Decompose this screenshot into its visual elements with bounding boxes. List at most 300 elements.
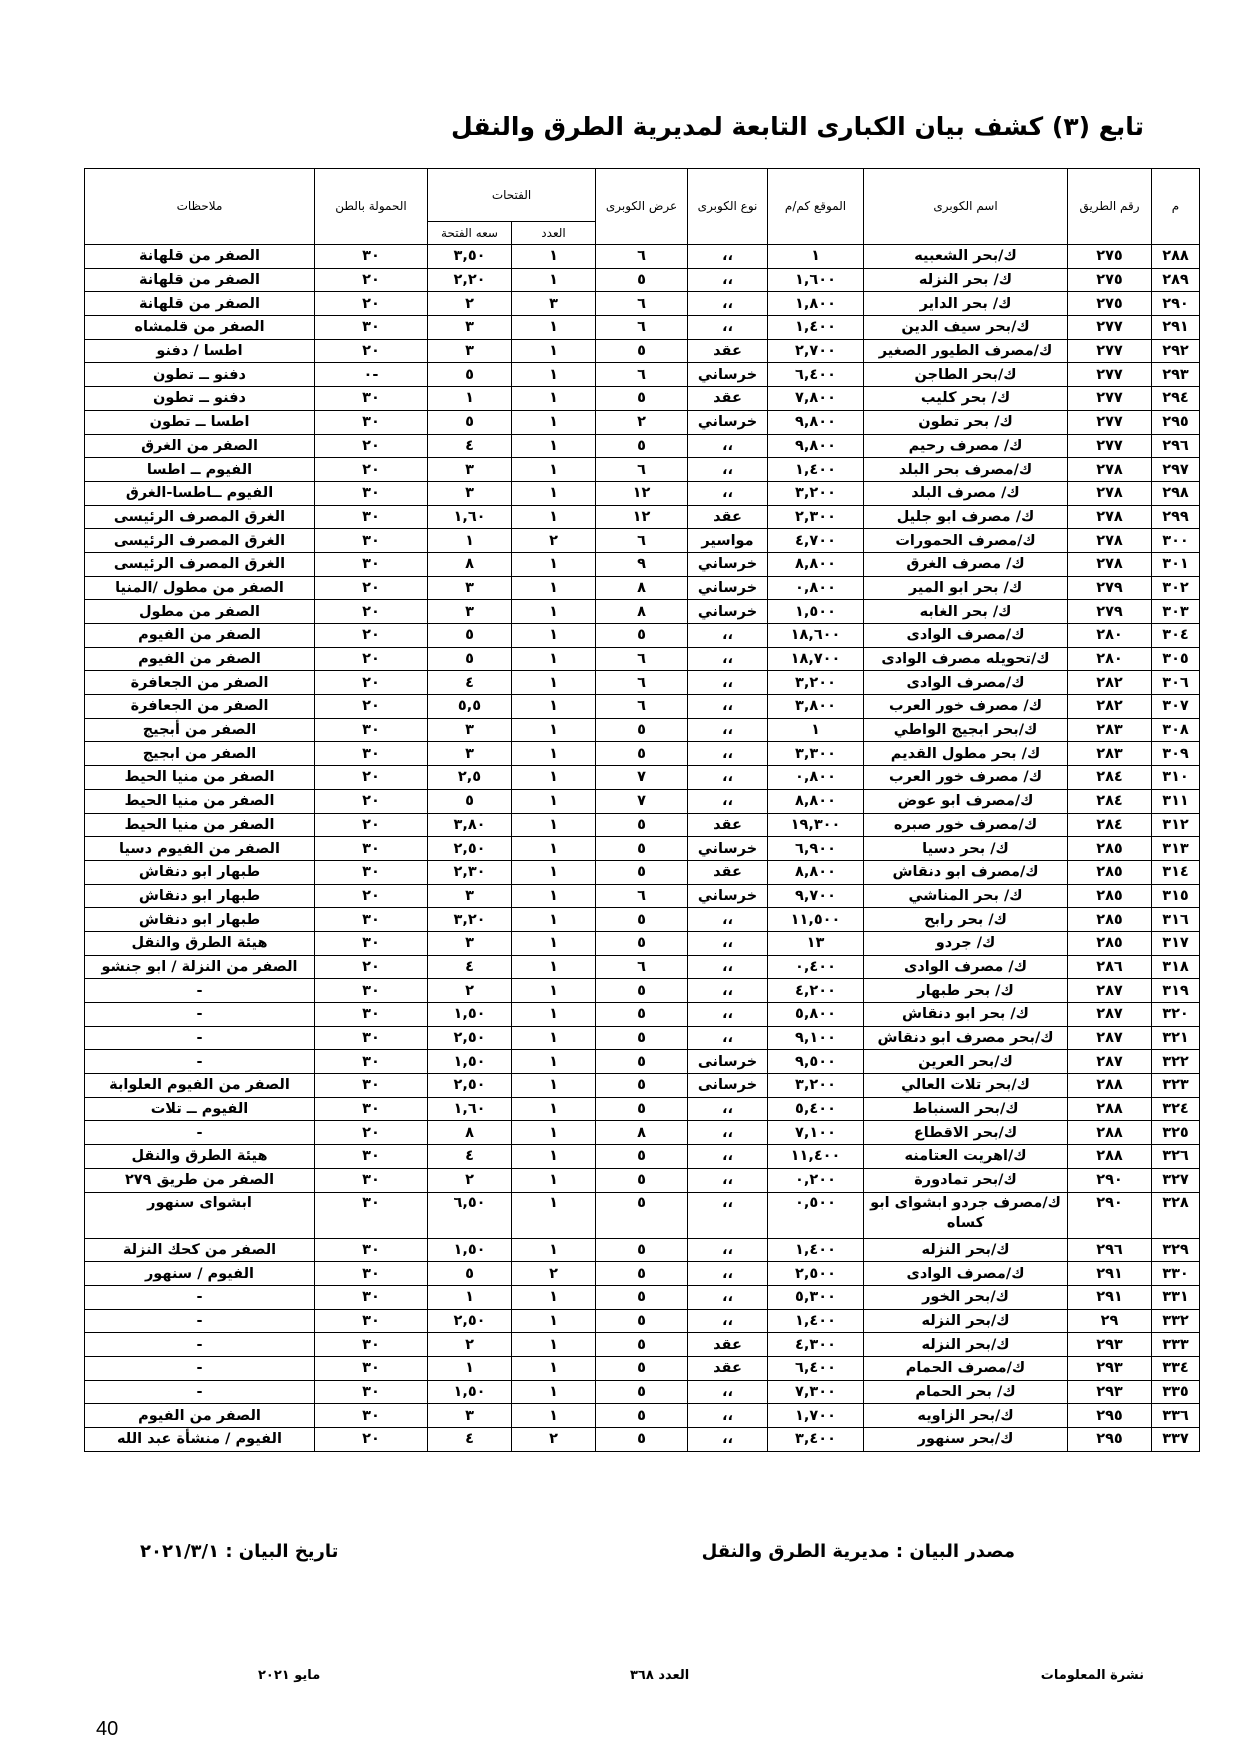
- cell-opening-capacity: ٣: [428, 600, 512, 624]
- cell-location: ١,٤٠٠: [768, 1309, 864, 1333]
- cell-no: ٢٩١: [1152, 316, 1200, 340]
- header-bridge-name: اسم الكوبرى: [864, 169, 1068, 245]
- cell-bridge-width: ٦: [596, 316, 688, 340]
- cell-no: ٣٢٠: [1152, 1003, 1200, 1027]
- table-row: [85, 529, 1200, 553]
- cell-location: ١١,٥٠٠: [768, 908, 864, 932]
- bridges-table: [84, 168, 1200, 1452]
- cell-opening-capacity: ٤: [428, 1428, 512, 1452]
- table-row: [85, 695, 1200, 719]
- cell-load: ٢٠: [315, 813, 428, 837]
- cell-notes: الصفر من طريق ٢٧٩: [85, 1168, 315, 1192]
- cell-notes: الصفر من قلهانة: [85, 268, 315, 292]
- cell-openings-count: ١: [512, 860, 596, 884]
- cell-road-number: ٢٨٥: [1068, 837, 1152, 861]
- cell-opening-capacity: ١,٦٠: [428, 1097, 512, 1121]
- cell-no: ٣١٤: [1152, 860, 1200, 884]
- cell-notes: الصفر من الغرق: [85, 434, 315, 458]
- cell-notes: الفيوم / سنهور: [85, 1262, 315, 1286]
- cell-openings-count: ١: [512, 1168, 596, 1192]
- cell-location: ٧,٨٠٠: [768, 387, 864, 411]
- table-row: [85, 789, 1200, 813]
- cell-bridge-width: ٥: [596, 979, 688, 1003]
- cell-no: ٢٩٣: [1152, 363, 1200, 387]
- cell-bridge-type: ،،: [688, 1309, 768, 1333]
- cell-road-number: ٢٧٥: [1068, 268, 1152, 292]
- cell-road-number: ٢٨٥: [1068, 884, 1152, 908]
- table-row: [85, 481, 1200, 505]
- cell-notes: -: [85, 979, 315, 1003]
- cell-load: ٢٠: [315, 695, 428, 719]
- cell-openings-count: ١: [512, 363, 596, 387]
- cell-no: ٣٣٤: [1152, 1356, 1200, 1380]
- cell-location: ٥,٣٠٠: [768, 1285, 864, 1309]
- cell-bridge-width: ٦: [596, 884, 688, 908]
- cell-bridge-width: ١٢: [596, 505, 688, 529]
- cell-bridge-name: ك/بحر الشعبيه: [864, 245, 1068, 269]
- cell-location: ١٣: [768, 931, 864, 955]
- cell-bridge-type: ،،: [688, 434, 768, 458]
- cell-openings-count: ٣: [512, 292, 596, 316]
- cell-opening-capacity: ٣,٨٠: [428, 813, 512, 837]
- cell-notes: -: [85, 1309, 315, 1333]
- cell-bridge-name: ك/ مصرف الغرق: [864, 552, 1068, 576]
- cell-bridge-width: ٥: [596, 742, 688, 766]
- cell-bridge-width: ٦: [596, 529, 688, 553]
- cell-road-number: ٢٨٥: [1068, 860, 1152, 884]
- cell-bridge-width: ٥: [596, 1333, 688, 1357]
- cell-bridge-type: ،،: [688, 647, 768, 671]
- cell-notes: دفنو ــ تطون: [85, 363, 315, 387]
- cell-road-number: ٢٨٤: [1068, 813, 1152, 837]
- cell-notes: -: [85, 1380, 315, 1404]
- cell-load: ٢٠: [315, 292, 428, 316]
- cell-road-number: ٢٩٣: [1068, 1356, 1152, 1380]
- cell-opening-capacity: ٢,٥٠: [428, 1026, 512, 1050]
- cell-openings-count: ١: [512, 1050, 596, 1074]
- cell-no: ٣١٠: [1152, 766, 1200, 790]
- cell-notes: الفيوم ــ اطسا: [85, 458, 315, 482]
- cell-opening-capacity: ١: [428, 529, 512, 553]
- cell-load: ٣٠: [315, 1192, 428, 1238]
- cell-no: ٣٠٤: [1152, 624, 1200, 648]
- cell-bridge-type: ،،: [688, 245, 768, 269]
- cell-bridge-type: ،،: [688, 458, 768, 482]
- cell-location: ٠,٨٠٠: [768, 576, 864, 600]
- cell-bridge-type: خرسانى: [688, 1074, 768, 1098]
- table-row: [85, 979, 1200, 1003]
- data-date: تاريخ البيان : ٢٠٢١/٣/١: [140, 1541, 339, 1562]
- cell-location: ٠,٥٠٠: [768, 1192, 864, 1238]
- header-no: م: [1152, 169, 1200, 245]
- cell-load: -٠: [315, 363, 428, 387]
- cell-location: ٠,٢٠٠: [768, 1168, 864, 1192]
- header-notes: ملاحظات: [85, 169, 315, 245]
- cell-load: ٣٠: [315, 931, 428, 955]
- header-road-number: رقم الطريق: [1068, 169, 1152, 245]
- cell-openings-count: ١: [512, 671, 596, 695]
- header-openings: الفتحات: [428, 169, 596, 222]
- cell-notes: -: [85, 1121, 315, 1145]
- cell-location: ١,٨٠٠: [768, 292, 864, 316]
- cell-openings-count: ١: [512, 1356, 596, 1380]
- cell-load: ٢٠: [315, 268, 428, 292]
- cell-bridge-type: خرساني: [688, 576, 768, 600]
- cell-load: ٣٠: [315, 860, 428, 884]
- cell-load: ٣٠: [315, 908, 428, 932]
- cell-openings-count: ١: [512, 1333, 596, 1357]
- cell-road-number: ٢٩٦: [1068, 1238, 1152, 1262]
- header-openings-count: العدد: [512, 222, 596, 245]
- cell-openings-count: ١: [512, 1238, 596, 1262]
- cell-location: ٤,٧٠٠: [768, 529, 864, 553]
- cell-road-number: ٢٧٨: [1068, 481, 1152, 505]
- cell-bridge-type: عقد: [688, 860, 768, 884]
- cell-bridge-name: ك/مصرف الوادى: [864, 624, 1068, 648]
- cell-openings-count: ١: [512, 1404, 596, 1428]
- cell-openings-count: ١: [512, 434, 596, 458]
- cell-load: ٣٠: [315, 718, 428, 742]
- cell-load: ٣٠: [315, 1003, 428, 1027]
- cell-bridge-width: ٥: [596, 1074, 688, 1098]
- cell-bridge-width: ٥: [596, 268, 688, 292]
- cell-no: ٣٢٩: [1152, 1238, 1200, 1262]
- cell-bridge-type: ،،: [688, 742, 768, 766]
- cell-openings-count: ١: [512, 979, 596, 1003]
- cell-opening-capacity: ٥: [428, 410, 512, 434]
- cell-notes: الفيوم ــ تلات: [85, 1097, 315, 1121]
- cell-bridge-name: ك/بحر السنباط: [864, 1097, 1068, 1121]
- cell-no: ٣١٦: [1152, 908, 1200, 932]
- cell-bridge-name: ك/بحر الاقطاع: [864, 1121, 1068, 1145]
- cell-notes: الصفر من مطول /المنيا: [85, 576, 315, 600]
- cell-notes: هيئة الطرق والنقل: [85, 931, 315, 955]
- cell-bridge-type: ،،: [688, 1238, 768, 1262]
- cell-load: ٣٠: [315, 1262, 428, 1286]
- cell-notes: الصفر من الجعافرة: [85, 671, 315, 695]
- cell-location: ٣,٣٠٠: [768, 742, 864, 766]
- cell-bridge-name: ك/ بحر طبهار: [864, 979, 1068, 1003]
- table-row: [85, 837, 1200, 861]
- cell-opening-capacity: ٢,٥٠: [428, 1074, 512, 1098]
- cell-bridge-width: ٥: [596, 434, 688, 458]
- cell-load: ٣٠: [315, 1074, 428, 1098]
- cell-bridge-type: ،،: [688, 1285, 768, 1309]
- table-row: [85, 1262, 1200, 1286]
- cell-notes: الفيوم / منشأة عبد الله: [85, 1428, 315, 1452]
- cell-location: ٣,٤٠٠: [768, 1428, 864, 1452]
- cell-no: ٢٩٤: [1152, 387, 1200, 411]
- cell-bridge-type: ،،: [688, 1380, 768, 1404]
- cell-no: ٣٣٣: [1152, 1333, 1200, 1357]
- table-row: [85, 1309, 1200, 1333]
- cell-location: ١,٥٠٠: [768, 600, 864, 624]
- cell-bridge-name: ك/مصرف الحمام: [864, 1356, 1068, 1380]
- cell-bridge-name: ك/ بحر المناشي: [864, 884, 1068, 908]
- cell-bridge-width: ٦: [596, 695, 688, 719]
- cell-notes: -: [85, 1356, 315, 1380]
- cell-location: ١,٤٠٠: [768, 458, 864, 482]
- cell-opening-capacity: ٣,٥٠: [428, 245, 512, 269]
- cell-openings-count: ١: [512, 268, 596, 292]
- cell-bridge-width: ٥: [596, 837, 688, 861]
- cell-load: ٣٠: [315, 1404, 428, 1428]
- cell-opening-capacity: ٥: [428, 647, 512, 671]
- cell-bridge-type: ،،: [688, 718, 768, 742]
- cell-notes: الصفر من قلهانة: [85, 292, 315, 316]
- header-location: الموقع كم/م: [768, 169, 864, 245]
- cell-notes: الصفر من النزلة / ابو جنشو: [85, 955, 315, 979]
- table-row: [85, 363, 1200, 387]
- cell-load: ٢٠: [315, 647, 428, 671]
- cell-opening-capacity: ٥: [428, 624, 512, 648]
- cell-bridge-type: ،،: [688, 1097, 768, 1121]
- cell-road-number: ٢٧٩: [1068, 600, 1152, 624]
- cell-load: ٣٠: [315, 1168, 428, 1192]
- cell-opening-capacity: ٣: [428, 316, 512, 340]
- cell-road-number: ٢٧٨: [1068, 505, 1152, 529]
- cell-openings-count: ١: [512, 884, 596, 908]
- cell-bridge-name: ك/ بحر الداير: [864, 292, 1068, 316]
- cell-notes: -: [85, 1050, 315, 1074]
- cell-location: ٨,٨٠٠: [768, 789, 864, 813]
- cell-notes: ابشواى سنهور: [85, 1192, 315, 1238]
- table-row: [85, 1333, 1200, 1357]
- cell-load: ٣٠: [315, 1145, 428, 1169]
- cell-bridge-width: ٥: [596, 1097, 688, 1121]
- cell-bridge-width: ٧: [596, 766, 688, 790]
- cell-bridge-name: ك/مصرف خور صبره: [864, 813, 1068, 837]
- cell-openings-count: ١: [512, 813, 596, 837]
- cell-no: ٢٩٩: [1152, 505, 1200, 529]
- cell-bridge-name: ك/ بحر ابو دنقاش: [864, 1003, 1068, 1027]
- cell-no: ٢٩٥: [1152, 410, 1200, 434]
- cell-bridge-width: ٥: [596, 718, 688, 742]
- cell-road-number: ٢٨٧: [1068, 1050, 1152, 1074]
- cell-no: ٣٢٤: [1152, 1097, 1200, 1121]
- cell-bridge-name: ك/ بحر الحمام: [864, 1380, 1068, 1404]
- cell-notes: -: [85, 1026, 315, 1050]
- cell-notes: طبهار ابو دنقاش: [85, 860, 315, 884]
- cell-road-number: ٢٩١: [1068, 1285, 1152, 1309]
- table-row: [85, 268, 1200, 292]
- cell-no: ٣٣٥: [1152, 1380, 1200, 1404]
- cell-bridge-width: ٨: [596, 576, 688, 600]
- cell-bridge-name: ك/بحر النزله: [864, 1238, 1068, 1262]
- cell-openings-count: ١: [512, 1003, 596, 1027]
- cell-bridge-name: ك/بحر الزاويه: [864, 1404, 1068, 1428]
- cell-openings-count: ١: [512, 624, 596, 648]
- cell-bridge-type: عقد: [688, 387, 768, 411]
- cell-no: ٣٢٣: [1152, 1074, 1200, 1098]
- cell-road-number: ٢٧٧: [1068, 363, 1152, 387]
- cell-openings-count: ٢: [512, 1262, 596, 1286]
- cell-opening-capacity: ١,٥٠: [428, 1050, 512, 1074]
- cell-bridge-name: ك/مصرف ابو عوض: [864, 789, 1068, 813]
- cell-road-number: ٢٨٣: [1068, 742, 1152, 766]
- cell-load: ٣٠: [315, 410, 428, 434]
- table-row: [85, 766, 1200, 790]
- cell-bridge-width: ٥: [596, 1428, 688, 1452]
- cell-no: ٣٠١: [1152, 552, 1200, 576]
- cell-bridge-width: ٦: [596, 363, 688, 387]
- cell-opening-capacity: ٢,٣٠: [428, 860, 512, 884]
- table-row: [85, 1192, 1200, 1238]
- cell-road-number: ٢٧٧: [1068, 339, 1152, 363]
- cell-location: ٢,٥٠٠: [768, 1262, 864, 1286]
- header-load: الحمولة بالطن: [315, 169, 428, 245]
- cell-load: ٢٠: [315, 884, 428, 908]
- cell-openings-count: ١: [512, 837, 596, 861]
- cell-opening-capacity: ٤: [428, 1145, 512, 1169]
- issue-month: مايو ٢٠٢١: [258, 1668, 321, 1683]
- cell-bridge-name: ك/بحر ابجيج الواطي: [864, 718, 1068, 742]
- cell-load: ٣٠: [315, 316, 428, 340]
- cell-bridge-type: ،،: [688, 268, 768, 292]
- cell-road-number: ٢٨٢: [1068, 695, 1152, 719]
- cell-opening-capacity: ١,٦٠: [428, 505, 512, 529]
- cell-load: ٣٠: [315, 481, 428, 505]
- cell-location: ٥,٨٠٠: [768, 1003, 864, 1027]
- cell-bridge-type: ،،: [688, 1168, 768, 1192]
- cell-bridge-type: ،،: [688, 955, 768, 979]
- table-row: [85, 1404, 1200, 1428]
- cell-bridge-width: ٥: [596, 908, 688, 932]
- table-row: [85, 576, 1200, 600]
- cell-bridge-type: ،،: [688, 316, 768, 340]
- cell-openings-count: ١: [512, 316, 596, 340]
- cell-openings-count: ١: [512, 766, 596, 790]
- cell-load: ٣٠: [315, 1285, 428, 1309]
- cell-bridge-name: ك/مصرف جردو ابشواى ابو كساه: [864, 1192, 1068, 1238]
- table-row: [85, 908, 1200, 932]
- cell-bridge-name: ك/بحر تلات العالي: [864, 1074, 1068, 1098]
- table-row: [85, 884, 1200, 908]
- cell-openings-count: ١: [512, 908, 596, 932]
- cell-road-number: ٢٨٥: [1068, 908, 1152, 932]
- cell-bridge-type: ،،: [688, 766, 768, 790]
- cell-notes: الصفر من منيا الحيط: [85, 789, 315, 813]
- cell-bridge-type: عقد: [688, 1356, 768, 1380]
- cell-load: ٢٠: [315, 1428, 428, 1452]
- cell-opening-capacity: ١,٥٠: [428, 1003, 512, 1027]
- cell-location: ٦,٤٠٠: [768, 1356, 864, 1380]
- cell-bridge-type: عقد: [688, 813, 768, 837]
- cell-openings-count: ١: [512, 458, 596, 482]
- cell-bridge-width: ٥: [596, 1238, 688, 1262]
- cell-road-number: ٢٩: [1068, 1309, 1152, 1333]
- cell-location: ٦,٤٠٠: [768, 363, 864, 387]
- cell-bridge-width: ٥: [596, 1356, 688, 1380]
- cell-road-number: ٢٩٣: [1068, 1380, 1152, 1404]
- cell-bridge-width: ٥: [596, 1145, 688, 1169]
- cell-road-number: ٢٩٣: [1068, 1333, 1152, 1357]
- cell-opening-capacity: ٤: [428, 671, 512, 695]
- cell-road-number: ٢٨٨: [1068, 1097, 1152, 1121]
- table-row: [85, 339, 1200, 363]
- cell-road-number: ٢٨٢: [1068, 671, 1152, 695]
- cell-bridge-name: ك/ بحر مطول القديم: [864, 742, 1068, 766]
- cell-openings-count: ١: [512, 1285, 596, 1309]
- cell-bridge-name: ك/ بحر رابح: [864, 908, 1068, 932]
- cell-bridge-width: ٥: [596, 860, 688, 884]
- table-row: [85, 458, 1200, 482]
- cell-opening-capacity: ١,٥٠: [428, 1380, 512, 1404]
- cell-location: ٣,٢٠٠: [768, 1074, 864, 1098]
- cell-opening-capacity: ٣: [428, 576, 512, 600]
- cell-bridge-width: ٥: [596, 339, 688, 363]
- cell-location: ١١,٤٠٠: [768, 1145, 864, 1169]
- cell-openings-count: ١: [512, 931, 596, 955]
- cell-road-number: ٢٧٧: [1068, 316, 1152, 340]
- cell-road-number: ٢٨٧: [1068, 979, 1152, 1003]
- cell-openings-count: ١: [512, 647, 596, 671]
- cell-road-number: ٢٨٣: [1068, 718, 1152, 742]
- cell-no: ٣٠٩: [1152, 742, 1200, 766]
- cell-bridge-name: ك/مصرف بحر البلد: [864, 458, 1068, 482]
- cell-load: ٢٠: [315, 339, 428, 363]
- cell-notes: الصفر من منيا الحيط: [85, 766, 315, 790]
- cell-bridge-width: ٦: [596, 292, 688, 316]
- cell-no: ٢٩٢: [1152, 339, 1200, 363]
- cell-location: ١,٧٠٠: [768, 1404, 864, 1428]
- cell-openings-count: ١: [512, 600, 596, 624]
- cell-opening-capacity: ٥,٥: [428, 695, 512, 719]
- cell-opening-capacity: ٣: [428, 1404, 512, 1428]
- header-bridge-type: نوع الكوبرى: [688, 169, 768, 245]
- cell-location: ٤,٣٠٠: [768, 1333, 864, 1357]
- cell-opening-capacity: ٢,٥٠: [428, 837, 512, 861]
- cell-notes: طبهار ابو دنقاش: [85, 908, 315, 932]
- cell-notes: الغرق المصرف الرئيسى: [85, 552, 315, 576]
- cell-no: ٣٢٥: [1152, 1121, 1200, 1145]
- cell-bridge-name: ك/بحر العرين: [864, 1050, 1068, 1074]
- cell-load: ٣٠: [315, 979, 428, 1003]
- cell-opening-capacity: ٣: [428, 339, 512, 363]
- cell-no: ٢٨٩: [1152, 268, 1200, 292]
- cell-load: ٣٠: [315, 1050, 428, 1074]
- cell-openings-count: ١: [512, 1026, 596, 1050]
- cell-no: ٣٠٢: [1152, 576, 1200, 600]
- table-row: [85, 316, 1200, 340]
- cell-opening-capacity: ٢,٢٠: [428, 268, 512, 292]
- cell-opening-capacity: ٢: [428, 292, 512, 316]
- cell-openings-count: ١: [512, 552, 596, 576]
- cell-notes: -: [85, 1003, 315, 1027]
- cell-road-number: ٢٧٨: [1068, 529, 1152, 553]
- cell-bridge-width: ٥: [596, 624, 688, 648]
- cell-notes: الصفر من الفيوم دسيا: [85, 837, 315, 861]
- cell-bridge-type: ،،: [688, 908, 768, 932]
- cell-notes: -: [85, 1285, 315, 1309]
- table-row: [85, 718, 1200, 742]
- cell-no: ٣٢٦: [1152, 1145, 1200, 1169]
- cell-load: ٣٠: [315, 837, 428, 861]
- issue-number: العدد ٣٦٨: [630, 1668, 690, 1683]
- cell-load: ٣٠: [315, 1026, 428, 1050]
- cell-location: ٣,٢٠٠: [768, 671, 864, 695]
- cell-location: ٠,٤٠٠: [768, 955, 864, 979]
- cell-opening-capacity: ٣: [428, 742, 512, 766]
- cell-no: ٣١١: [1152, 789, 1200, 813]
- cell-load: ٣٠: [315, 387, 428, 411]
- cell-road-number: ٢٧٧: [1068, 410, 1152, 434]
- cell-location: ٩,٨٠٠: [768, 410, 864, 434]
- cell-no: ٣٠٦: [1152, 671, 1200, 695]
- data-source: مصدر البيان : مديرية الطرق والنقل: [701, 1541, 1015, 1562]
- cell-bridge-name: ك/مصرف الوادى: [864, 1262, 1068, 1286]
- cell-load: ٢٠: [315, 766, 428, 790]
